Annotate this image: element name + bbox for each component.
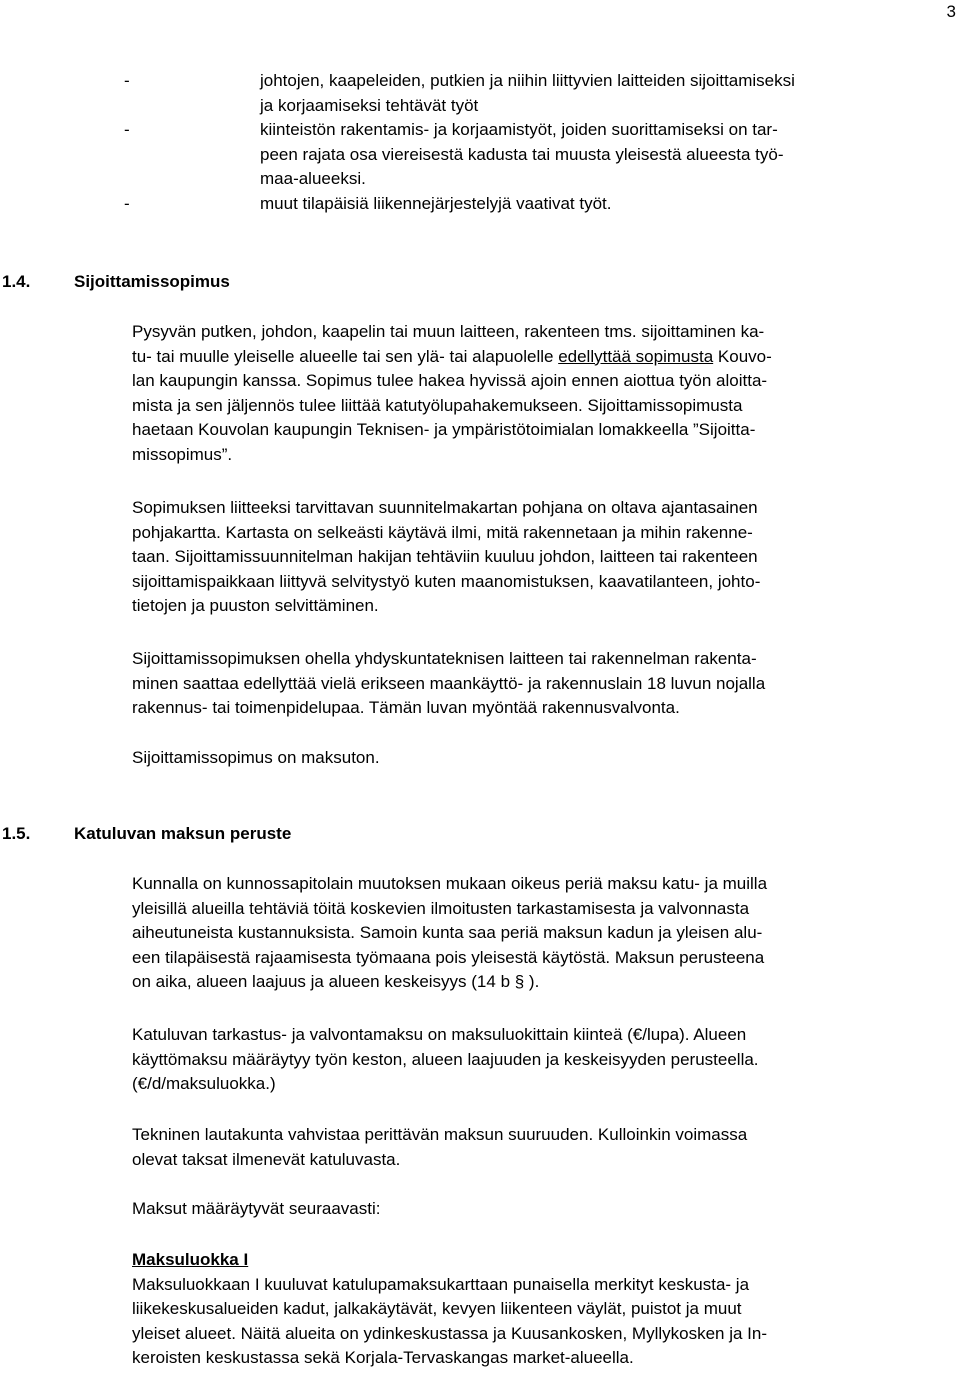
text-line: Tekninen lautakunta vahvistaa perittävän maksun suuruuden. Kulloinkin voimassa bbox=[132, 1125, 748, 1144]
text-line: maa-alueeksi. bbox=[260, 169, 366, 188]
text-line: muut tilapäisiä liikennejärjestelyjä vaativat työt. bbox=[260, 193, 612, 213]
text-line: minen saattaa edellyttää vielä erikseen maankäyttö- ja rakennuslain 18 luvun nojalla bbox=[132, 673, 766, 693]
text-line bbox=[132, 345, 944, 370]
text-line: keroisten keskustassa sekä Korjala-Tervaskangas market-alueella. bbox=[132, 1348, 634, 1367]
bullet-item bbox=[124, 69, 944, 118]
paragraph bbox=[132, 647, 944, 721]
text-line: mista ja sen jäljennös tulee liittää katutyölupahakemukseen. Sijoittamissopimusta bbox=[132, 395, 743, 415]
bullet-dash: - bbox=[124, 120, 130, 139]
text-line: Maksut määräytyvät seuraavasti: bbox=[132, 1199, 381, 1218]
text-line: tietojen ja puuston selvittäminen. bbox=[132, 596, 379, 615]
paragraph bbox=[132, 872, 944, 995]
section-heading-1-5 bbox=[2, 822, 291, 846]
paragraph bbox=[132, 1023, 944, 1097]
text-line: aiheutuneista kustannuksista. Samoin kunta saa periä maksun kadun ja yleisen alu- bbox=[132, 923, 763, 942]
text-line: een tilapäisestä rajaamisesta työmaana pois yleisestä käytöstä. Maksun perusteena bbox=[132, 947, 765, 967]
text-line: käyttömaksu määräytyy työn keston, alueen laajuuden ja keskeisyyden perusteella. bbox=[132, 1049, 759, 1069]
bullet-dash: - bbox=[124, 71, 130, 90]
text-line: Pysyvän putken, johdon, kaapelin tai muun laitteen, rakenteen tms. sijoittaminen ka- bbox=[132, 322, 765, 341]
text-line: olevat taksat ilmenevät katuluvasta. bbox=[132, 1149, 401, 1169]
section-title: Sijoittamissopimus bbox=[74, 272, 230, 291]
bullet-item bbox=[124, 118, 944, 192]
paragraph bbox=[132, 320, 944, 467]
section-number: 1.4. bbox=[2, 272, 31, 291]
text-run: tu- tai muulle yleiselle alueelle tai sen ylä- tai alapuolelle bbox=[132, 346, 559, 366]
bullet-text bbox=[260, 118, 940, 192]
bullet-dash: - bbox=[124, 193, 130, 213]
section-heading-1-4 bbox=[2, 270, 230, 294]
underlined-text: edellyttää sopimusta bbox=[558, 346, 714, 366]
text-line: kiinteistön rakentamis- ja korjaamistyöt, joiden suorittamiseksi on tar- bbox=[260, 120, 778, 139]
paragraph bbox=[132, 1248, 944, 1371]
paragraph bbox=[132, 746, 944, 771]
text-line: Maksuluokkaan I kuuluvat katulupamaksukarttaan punaisella merkityt keskusta- ja bbox=[132, 1274, 750, 1294]
text-line: on aika, alueen laajuus ja alueen keskeisyys (14 b § ). bbox=[132, 972, 540, 991]
text-line: Sopimuksen liitteeksi tarvittavan suunnitelmakartan pohjana on oltava ajantasainen bbox=[132, 498, 758, 517]
text-line: lan kaupungin kanssa. Sopimus tulee hakea hyvissä ajoin ennen aiottua työn aloitta- bbox=[132, 371, 768, 390]
text-line: yleisillä alueilla tehtäviä töitä koskevien ilmoitusten tarkastamisesta ja valvonnasta bbox=[132, 898, 750, 918]
text-line: Kunnalla on kunnossapitolain muutoksen mukaan oikeus periä maksu katu- ja muilla bbox=[132, 874, 768, 893]
text-line: haetaan Kouvolan kaupungin Teknisen- ja ympäristötoimialan lomakkeella ”Sijoitta- bbox=[132, 420, 756, 439]
text-line: peen rajata osa viereisestä kadusta tai muusta yleisestä alueesta työ- bbox=[260, 144, 784, 164]
paragraph bbox=[132, 496, 944, 619]
text-line: johtojen, kaapeleiden, putkien ja niihin liittyvien laitteiden sijoittamiseksi bbox=[260, 71, 795, 90]
class-1-heading: Maksuluokka I bbox=[132, 1250, 249, 1269]
text-line: Sijoittamissopimus on maksuton. bbox=[132, 748, 380, 767]
text-line: yleiset alueet. Näitä alueita on ydinkeskustassa ja Kuusankosken, Myllykosken ja In- bbox=[132, 1323, 768, 1343]
text-line: Sijoittamissopimuksen ohella yhdyskuntateknisen laitteen tai rakennelman rakenta- bbox=[132, 649, 757, 668]
text-line: liikekeskusalueiden kadut, jalkakäytävät, kevyen liikenteen väylät, puistot ja muut bbox=[132, 1299, 742, 1318]
text-line: taan. Sijoittamissuunnitelman hakijan tehtäviin kuuluu johdon, laitteen tai rakenteen bbox=[132, 547, 758, 566]
paragraph bbox=[132, 1197, 944, 1222]
text-line: missopimus”. bbox=[132, 444, 233, 464]
section-number: 1.5. bbox=[2, 824, 31, 843]
section-title: Katuluvan maksun peruste bbox=[74, 824, 292, 843]
text-line: Katuluvan tarkastus- ja valvontamaksu on maksuluokittain kiinteä (€/lupa). Alueen bbox=[132, 1025, 747, 1044]
bullet-text bbox=[260, 69, 940, 118]
page-number: 3 bbox=[946, 2, 956, 21]
text-line: rakennus- tai toimenpidelupaa. Tämän luvan myöntää rakennusvalvonta. bbox=[132, 698, 680, 717]
paragraph bbox=[132, 1123, 944, 1172]
text-line: pohjakartta. Kartasta on selkeästi käytävä ilmi, mitä rakennetaan ja mihin rakenne- bbox=[132, 522, 753, 542]
text-line: ja korjaamiseksi tehtävät työt bbox=[260, 95, 479, 115]
bullet-item bbox=[124, 192, 944, 217]
bullet-text bbox=[260, 192, 940, 217]
text-line: sijoittamispaikkaan liittyvä selvitystyö kuten maanomistuksen, kaavatilanteen, johto- bbox=[132, 571, 761, 591]
text-run: Kouvo- bbox=[713, 346, 772, 366]
bullet-list bbox=[124, 69, 944, 216]
text-line: (€/d/maksuluokka.) bbox=[132, 1074, 276, 1093]
